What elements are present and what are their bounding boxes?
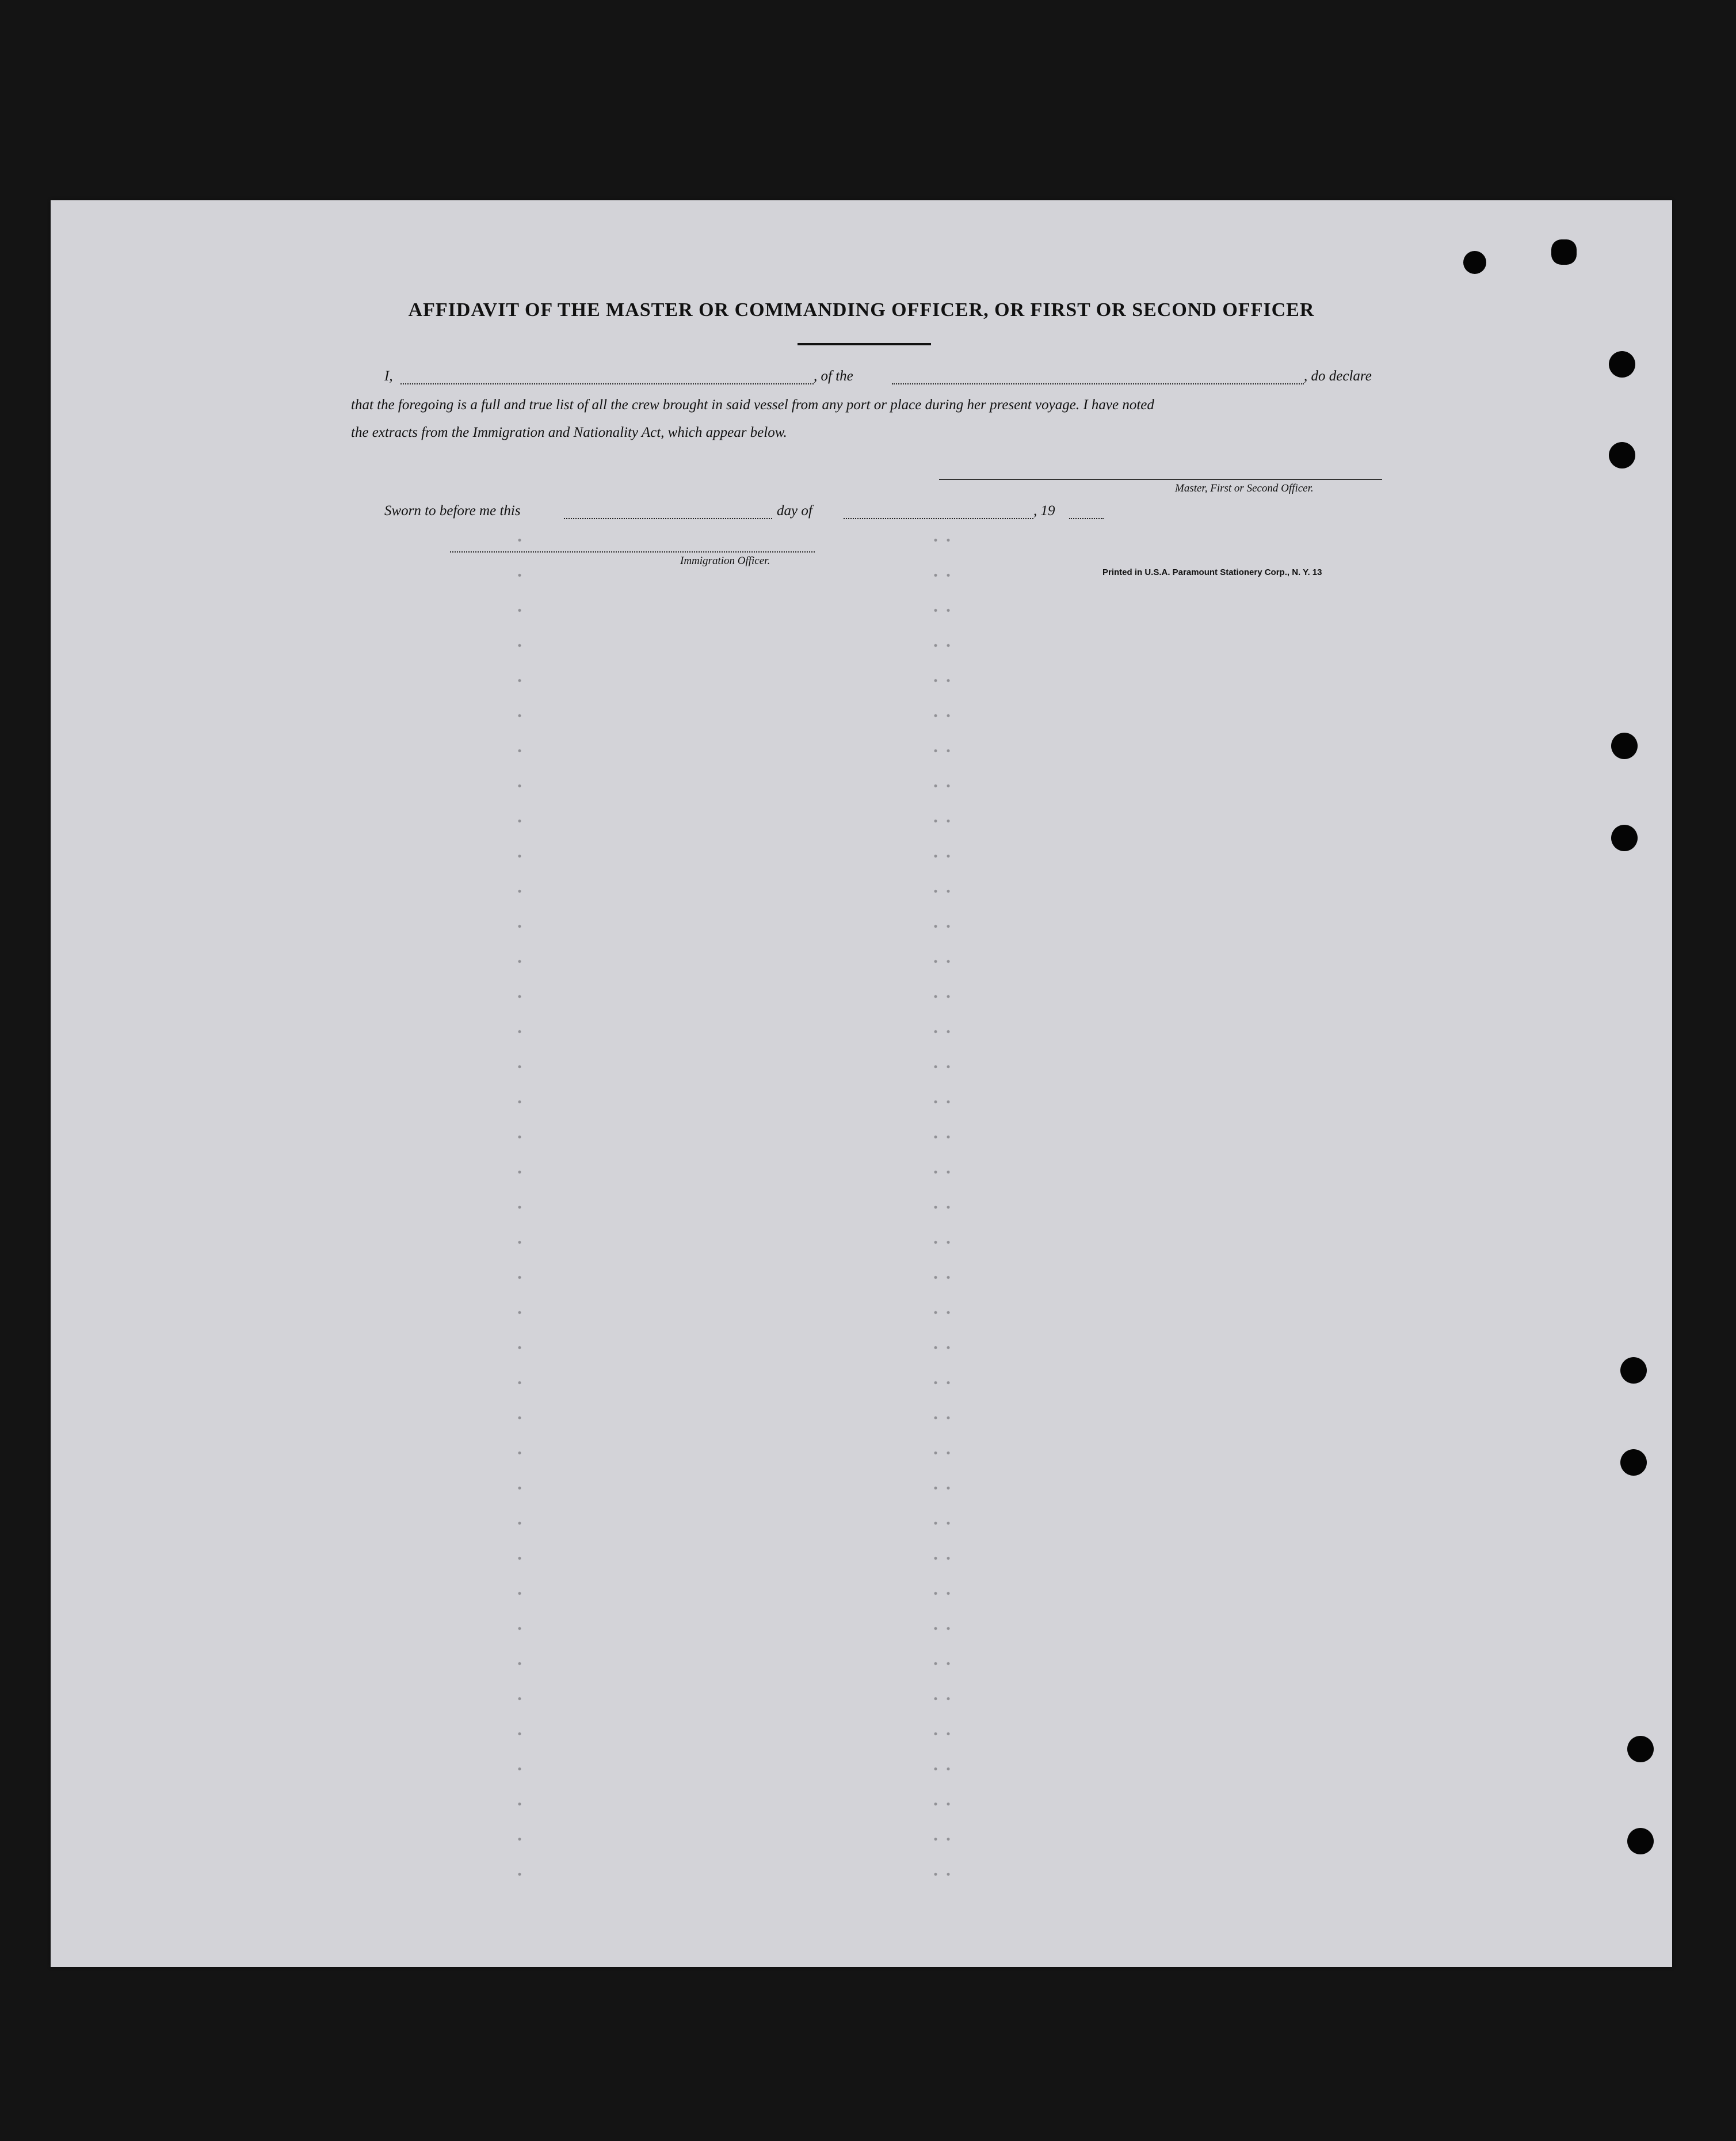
punch-hole: [1551, 239, 1577, 265]
title-underline: [798, 343, 931, 345]
punch-hole: [1611, 733, 1638, 759]
punch-hole: [1609, 442, 1635, 468]
punch-hole: [1620, 1449, 1647, 1476]
document-page: [51, 200, 1672, 1967]
sworn-prefix: Sworn to before me this: [384, 503, 521, 519]
sworn-year-label: , 19: [1033, 503, 1055, 519]
bleed-through-column: [934, 523, 937, 1898]
declarant-name-field[interactable]: [400, 383, 814, 384]
bleed-through-column: [947, 523, 950, 1898]
declaration-text-line3: the extracts from the Immigration and Nationality Act, which appear below.: [351, 425, 787, 440]
master-signature-line[interactable]: [939, 479, 1382, 480]
punch-hole: [1620, 1357, 1647, 1384]
declare-suffix: , do declare: [1304, 368, 1372, 384]
punch-hole: [1609, 351, 1635, 378]
declaration-text-line2: that the foregoing is a full and true list of all the crew brought in said vessel from any port or place during her present voyage. I have noted: [351, 397, 1154, 413]
punch-hole: [1463, 251, 1486, 274]
punch-hole: [1611, 825, 1638, 851]
sworn-day-field[interactable]: [564, 518, 772, 519]
punch-hole: [1627, 1736, 1654, 1762]
bleed-through-column: [518, 523, 521, 1898]
officer-signature-line[interactable]: [450, 551, 815, 553]
master-caption: Master, First or Second Officer.: [1175, 482, 1314, 494]
printer-note: Printed in U.S.A. Paramount Stationery Corp., N. Y. 13: [1102, 567, 1322, 577]
sworn-year-field[interactable]: [1069, 518, 1104, 519]
punch-hole: [1627, 1828, 1654, 1854]
vessel-prefix: , of the: [814, 368, 853, 384]
sworn-day-label: day of: [777, 503, 812, 519]
sworn-month-field[interactable]: [844, 518, 1033, 519]
officer-caption: Immigration Officer.: [680, 555, 770, 567]
vessel-name-field[interactable]: [892, 383, 1304, 384]
declarant-prefix: I,: [384, 368, 393, 384]
affidavit-title: AFFIDAVIT OF THE MASTER OR COMMANDING OFFICER, OR FIRST OR SECOND OFFICER: [408, 299, 1315, 321]
